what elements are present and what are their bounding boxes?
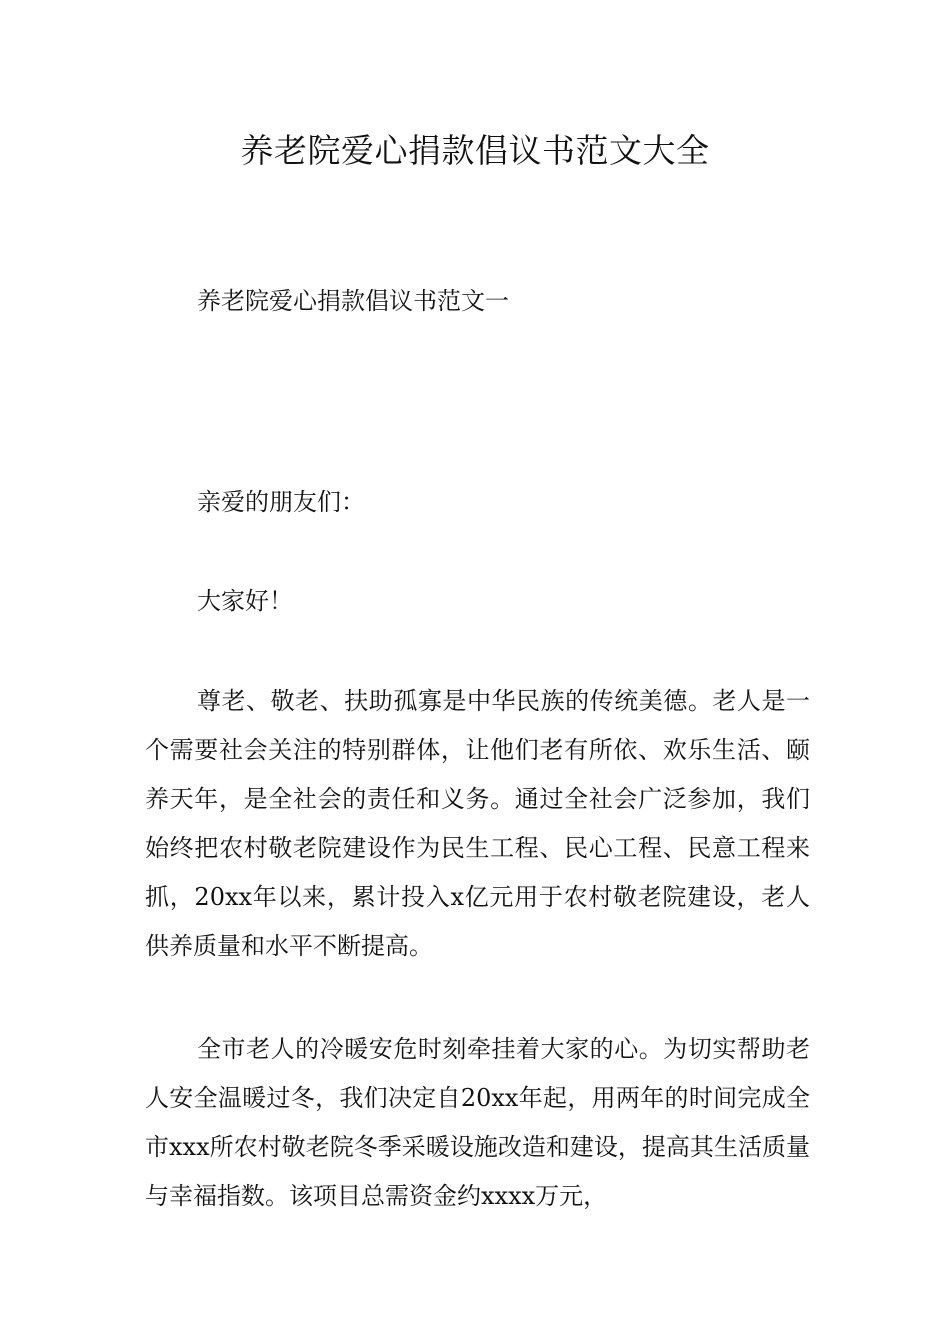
document-title: 养老院爱心捐款倡议书范文大全 [240,131,710,170]
greeting: 大家好！ [197,587,293,615]
body-paragraph-2: 全市老人的冷暖安危时刻牵挂着大家的心。为切实帮助老人安全温暖过冬，我们决定自20xx年起，用两年的时间完成全市xxx所农村敬老院冬季采暖设施改造和建设，提高其生活质量与幸福指数。该项目总需资金约xxxx万元， [145,1035,810,1210]
salutation: 亲爱的朋友们： [197,488,365,516]
body-paragraph-1: 尊老、敬老、扶助孤寡是中华民族的传统美德。老人是一个需要社会关注的特别群体，让他们老有所依、欢乐生活、颐养天年，是全社会的责任和义务。通过全社会广泛参加，我们始终把农村敬老院建设作为民生工程、民心工程、民意工程来抓，20xx年以来，累计投入x亿元用于农村敬老院建设，老人供养质量和水平不断提高。 [145,687,810,960]
section-subtitle: 养老院爱心捐款倡议书范文一 [197,287,509,315]
